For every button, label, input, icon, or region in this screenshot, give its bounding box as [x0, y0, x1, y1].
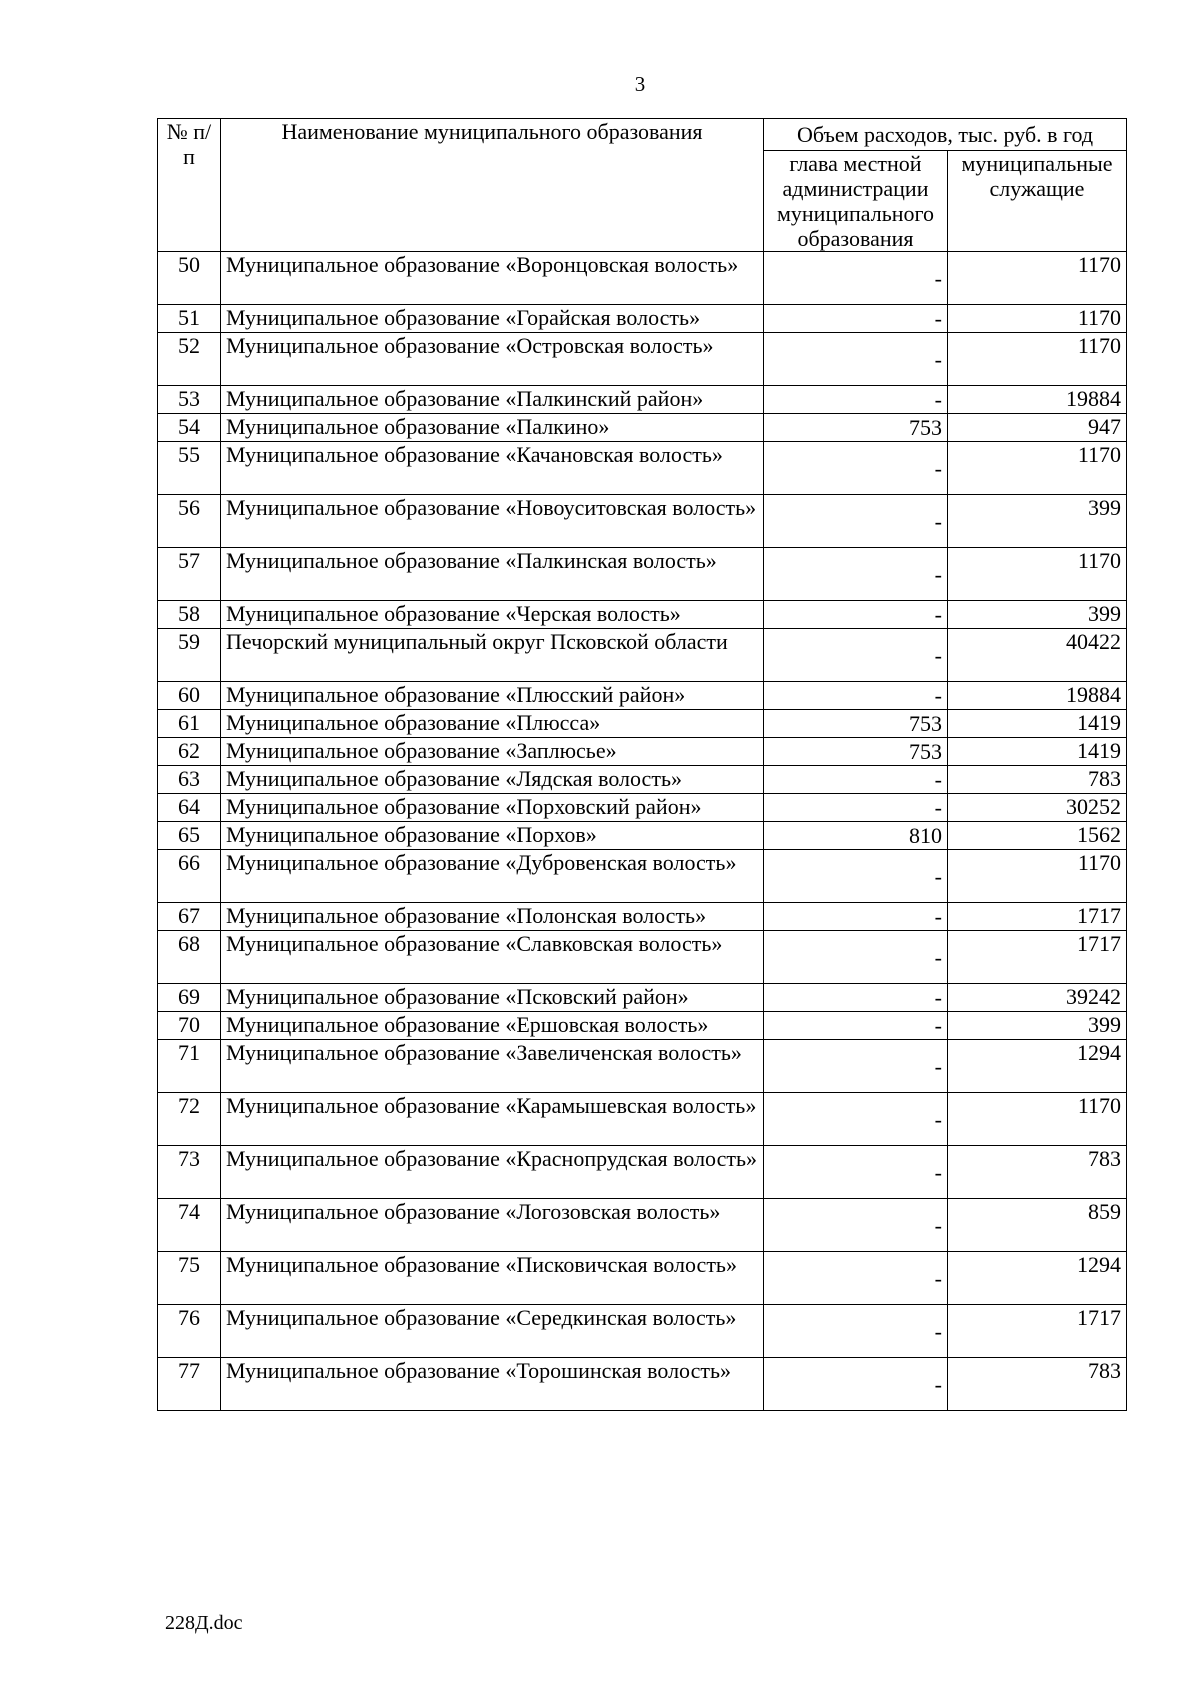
- row-head-cost: -: [764, 1146, 948, 1199]
- row-head-cost: -: [764, 1252, 948, 1305]
- table-row: [158, 766, 1127, 794]
- row-name: Муниципальное образование «Заплюсье»: [221, 738, 764, 766]
- row-head-cost: -: [764, 682, 948, 710]
- row-name: Муниципальное образование «Палкино»: [221, 414, 764, 442]
- row-number: 73: [158, 1146, 221, 1199]
- row-number: 64: [158, 794, 221, 822]
- row-head-cost: -: [764, 333, 948, 386]
- header-number: № п/п: [158, 119, 221, 252]
- row-number: 57: [158, 548, 221, 601]
- row-name: Муниципальное образование «Плюсса»: [221, 710, 764, 738]
- row-employees-cost: 1717: [948, 903, 1127, 931]
- row-employees-cost: 1717: [948, 1305, 1127, 1358]
- table-row: [158, 1252, 1127, 1305]
- row-head-cost: -: [764, 984, 948, 1012]
- row-name: Муниципальное образование «Торошинская волость»: [221, 1358, 764, 1411]
- row-employees-cost: 859: [948, 1199, 1127, 1252]
- row-employees-cost: 39242: [948, 984, 1127, 1012]
- row-head-cost: -: [764, 1358, 948, 1411]
- row-employees-cost: 1294: [948, 1252, 1127, 1305]
- row-head-cost: -: [764, 495, 948, 548]
- row-head-cost: 810: [764, 822, 948, 850]
- table-row: [158, 682, 1127, 710]
- table-row: [158, 548, 1127, 601]
- row-head-cost: -: [764, 903, 948, 931]
- row-head-cost: -: [764, 1199, 948, 1252]
- row-employees-cost: 1294: [948, 1040, 1127, 1093]
- row-employees-cost: 1419: [948, 710, 1127, 738]
- row-name: Муниципальное образование «Палкинская волость»: [221, 548, 764, 601]
- row-employees-cost: 30252: [948, 794, 1127, 822]
- row-head-cost: -: [764, 1093, 948, 1146]
- row-head-cost: -: [764, 850, 948, 903]
- row-name: Муниципальное образование «Новоуситовская волость»: [221, 495, 764, 548]
- row-name: Муниципальное образование «Порхов»: [221, 822, 764, 850]
- row-number: 58: [158, 601, 221, 629]
- row-name: Муниципальное образование «Черская волость»: [221, 601, 764, 629]
- row-number: 76: [158, 1305, 221, 1358]
- row-name: Муниципальное образование «Писковичская волость»: [221, 1252, 764, 1305]
- row-head-cost: -: [764, 548, 948, 601]
- row-number: 54: [158, 414, 221, 442]
- table-row: [158, 601, 1127, 629]
- row-number: 72: [158, 1093, 221, 1146]
- row-name: Муниципальное образование «Ершовская волость»: [221, 1012, 764, 1040]
- row-employees-cost: 1419: [948, 738, 1127, 766]
- row-number: 68: [158, 931, 221, 984]
- row-name: Муниципальное образование «Середкинская волость»: [221, 1305, 764, 1358]
- row-name: Муниципальное образование «Воронцовская волость»: [221, 252, 764, 305]
- header-head-of-administration: глава местной администрации муниципального образования: [764, 151, 948, 252]
- row-name: Муниципальное образование «Лядская волость»: [221, 766, 764, 794]
- row-head-cost: -: [764, 305, 948, 333]
- table-row: [158, 738, 1127, 766]
- table-row: [158, 931, 1127, 984]
- row-head-cost: 753: [764, 710, 948, 738]
- row-employees-cost: 1170: [948, 442, 1127, 495]
- row-employees-cost: 783: [948, 1358, 1127, 1411]
- table-row: [158, 1093, 1127, 1146]
- row-name: Муниципальное образование «Полонская волость»: [221, 903, 764, 931]
- row-employees-cost: 947: [948, 414, 1127, 442]
- table-row: [158, 305, 1127, 333]
- table-row: [158, 414, 1127, 442]
- row-number: 50: [158, 252, 221, 305]
- row-name: Муниципальное образование «Плюсский район»: [221, 682, 764, 710]
- row-name: Муниципальное образование «Славковская волость»: [221, 931, 764, 984]
- row-employees-cost: 399: [948, 1012, 1127, 1040]
- row-number: 53: [158, 386, 221, 414]
- row-employees-cost: 19884: [948, 682, 1127, 710]
- row-number: 61: [158, 710, 221, 738]
- row-head-cost: -: [764, 931, 948, 984]
- table-row: [158, 710, 1127, 738]
- row-employees-cost: 1170: [948, 333, 1127, 386]
- row-name: Муниципальное образование «Островская волость»: [221, 333, 764, 386]
- row-number: 56: [158, 495, 221, 548]
- row-name: Муниципальное образование «Палкинский район»: [221, 386, 764, 414]
- row-name: Муниципальное образование «Завеличенская волость»: [221, 1040, 764, 1093]
- table-row: [158, 794, 1127, 822]
- row-head-cost: -: [764, 1012, 948, 1040]
- row-employees-cost: 399: [948, 601, 1127, 629]
- row-employees-cost: 1170: [948, 850, 1127, 903]
- row-head-cost: -: [764, 794, 948, 822]
- row-number: 70: [158, 1012, 221, 1040]
- row-employees-cost: 1170: [948, 252, 1127, 305]
- table-row: [158, 442, 1127, 495]
- footer-filename: 228Д.doc: [165, 1612, 243, 1634]
- row-number: 67: [158, 903, 221, 931]
- row-employees-cost: 783: [948, 1146, 1127, 1199]
- table-row: [158, 1199, 1127, 1252]
- row-head-cost: -: [764, 766, 948, 794]
- table-row: [158, 629, 1127, 682]
- row-number: 60: [158, 682, 221, 710]
- row-head-cost: -: [764, 252, 948, 305]
- page-number: 3: [634, 72, 646, 96]
- row-name: Муниципальное образование «Горайская волость»: [221, 305, 764, 333]
- row-head-cost: -: [764, 601, 948, 629]
- row-number: 66: [158, 850, 221, 903]
- row-employees-cost: 1170: [948, 305, 1127, 333]
- table-body: [158, 252, 1127, 1411]
- header-municipal-employees: муниципальные служащие: [948, 151, 1127, 252]
- row-employees-cost: 1717: [948, 931, 1127, 984]
- row-employees-cost: 1170: [948, 548, 1127, 601]
- row-name: Печорский муниципальный округ Псковской области: [221, 629, 764, 682]
- row-head-cost: -: [764, 1040, 948, 1093]
- row-employees-cost: 40422: [948, 629, 1127, 682]
- row-employees-cost: 1562: [948, 822, 1127, 850]
- row-number: 59: [158, 629, 221, 682]
- table-row: [158, 252, 1127, 305]
- row-number: 51: [158, 305, 221, 333]
- row-head-cost: 753: [764, 738, 948, 766]
- row-number: 63: [158, 766, 221, 794]
- row-employees-cost: 783: [948, 766, 1127, 794]
- row-name: Муниципальное образование «Качановская волость»: [221, 442, 764, 495]
- table-row: [158, 1305, 1127, 1358]
- table-row: [158, 850, 1127, 903]
- row-number: 74: [158, 1199, 221, 1252]
- row-number: 52: [158, 333, 221, 386]
- table-row: [158, 822, 1127, 850]
- table-row: [158, 1040, 1127, 1093]
- expenses-table: [157, 118, 1127, 1411]
- table-row: [158, 903, 1127, 931]
- header-volume: Объем расходов, тыс. руб. в год: [764, 119, 1127, 151]
- row-employees-cost: 1170: [948, 1093, 1127, 1146]
- row-head-cost: 753: [764, 414, 948, 442]
- row-number: 65: [158, 822, 221, 850]
- row-head-cost: -: [764, 442, 948, 495]
- row-name: Муниципальное образование «Логозовская волость»: [221, 1199, 764, 1252]
- table-row: [158, 1146, 1127, 1199]
- row-name: Муниципальное образование «Краснопрудская волость»: [221, 1146, 764, 1199]
- row-head-cost: -: [764, 386, 948, 414]
- row-name: Муниципальное образование «Карамышевская волость»: [221, 1093, 764, 1146]
- row-head-cost: -: [764, 1305, 948, 1358]
- row-number: 62: [158, 738, 221, 766]
- row-name: Муниципальное образование «Порховский район»: [221, 794, 764, 822]
- header-name: Наименование муниципального образования: [221, 119, 764, 252]
- table-row: [158, 495, 1127, 548]
- table-row: [158, 984, 1127, 1012]
- row-number: 55: [158, 442, 221, 495]
- row-number: 69: [158, 984, 221, 1012]
- row-number: 71: [158, 1040, 221, 1093]
- table-row: [158, 386, 1127, 414]
- row-number: 75: [158, 1252, 221, 1305]
- row-name: Муниципальное образование «Дубровенская волость»: [221, 850, 764, 903]
- row-employees-cost: 399: [948, 495, 1127, 548]
- row-employees-cost: 19884: [948, 386, 1127, 414]
- row-head-cost: -: [764, 629, 948, 682]
- table-row: [158, 1358, 1127, 1411]
- row-name: Муниципальное образование «Псковский район»: [221, 984, 764, 1012]
- table-row: [158, 333, 1127, 386]
- table-row: [158, 1012, 1127, 1040]
- row-number: 77: [158, 1358, 221, 1411]
